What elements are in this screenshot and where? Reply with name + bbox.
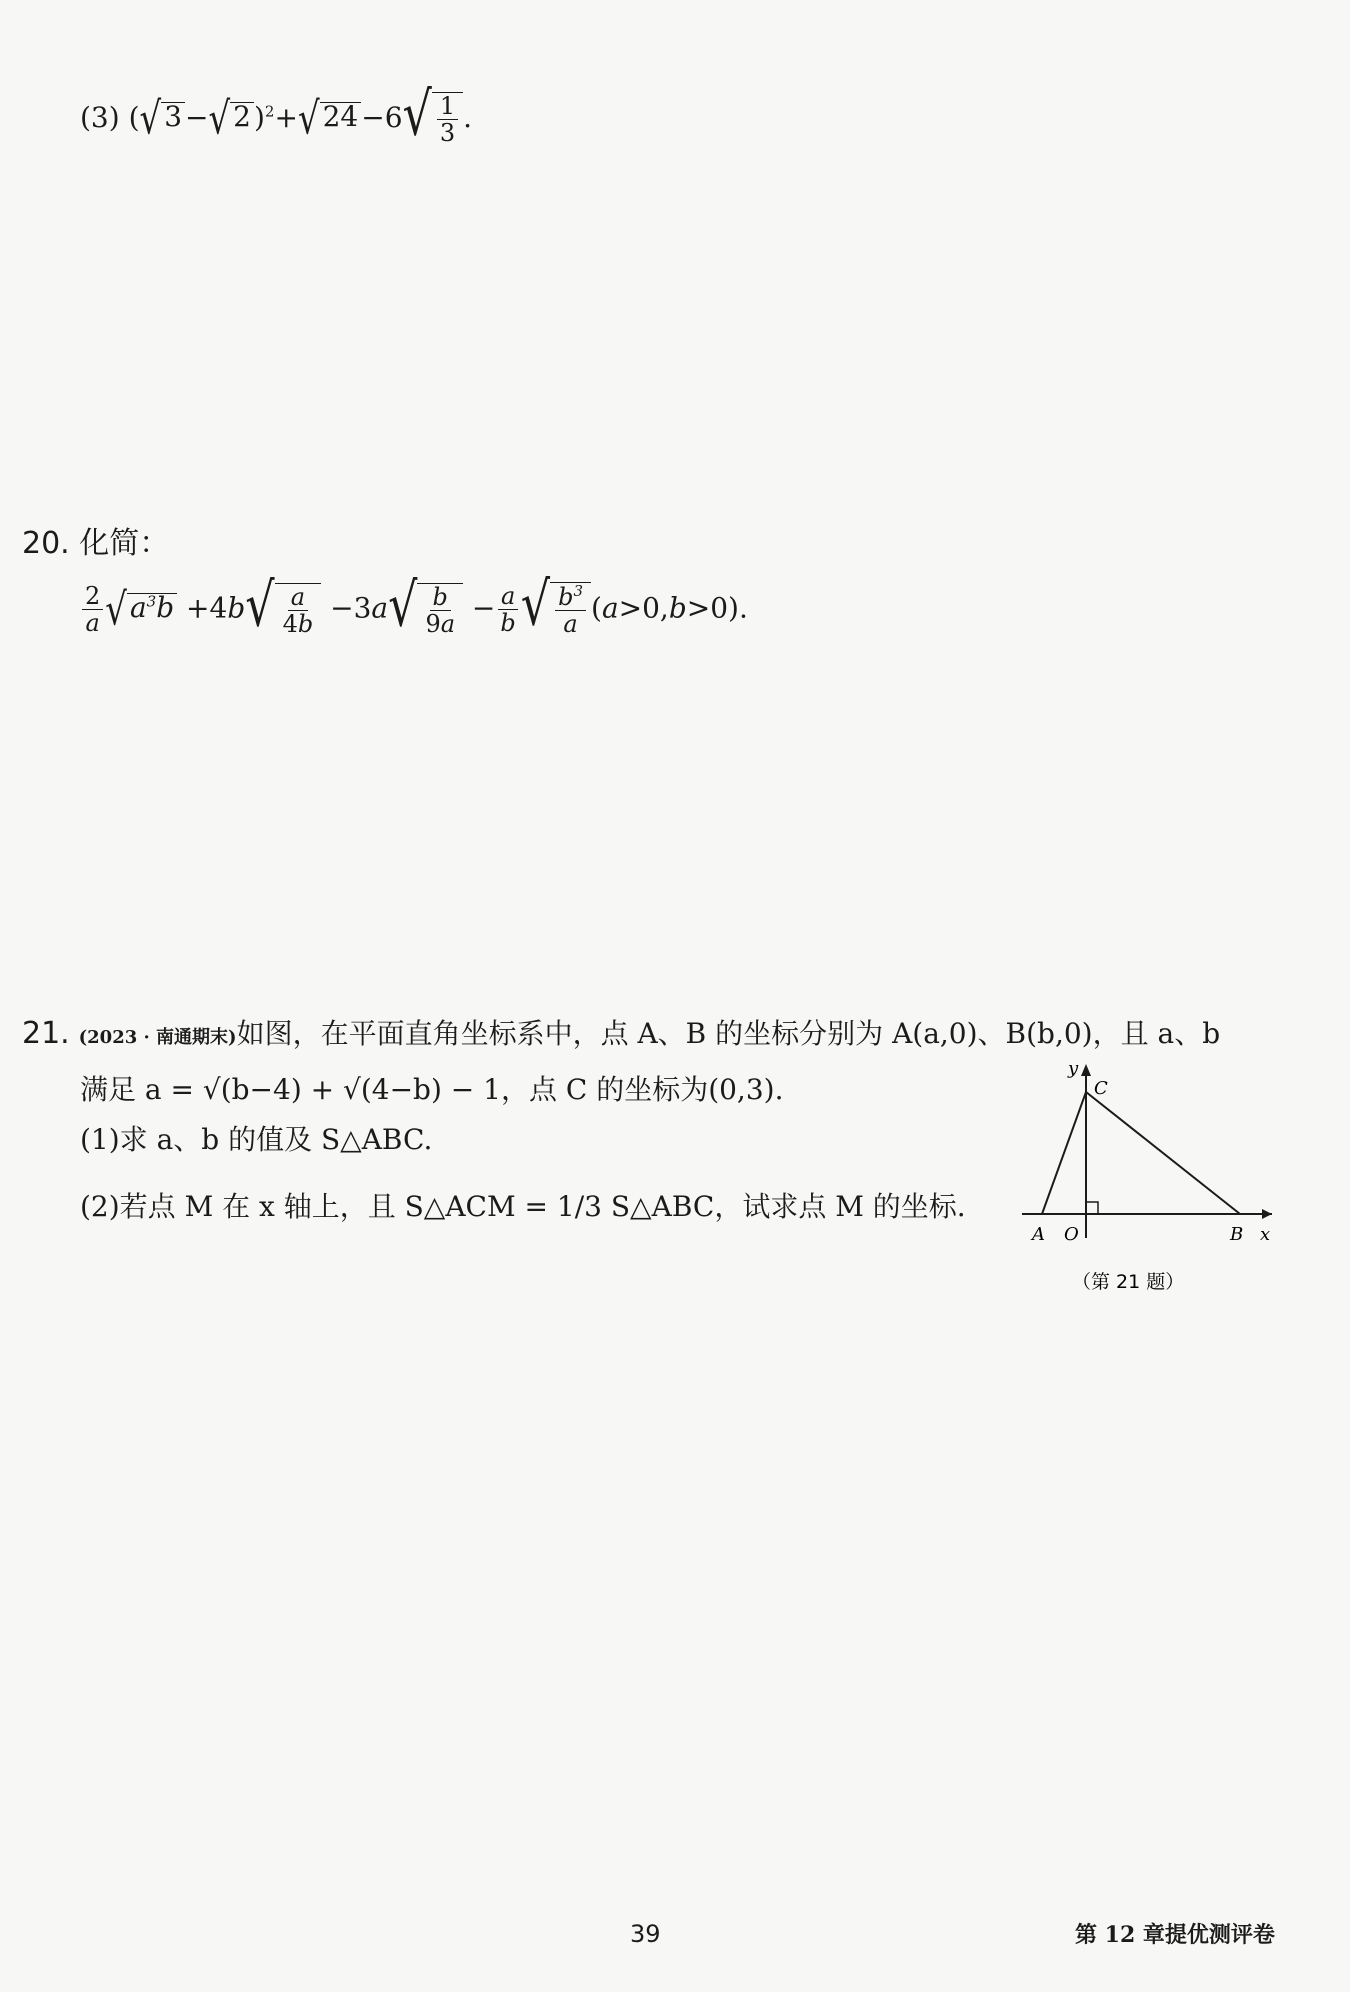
label-a: A: [1032, 1224, 1045, 1245]
q20-number: 20.: [22, 526, 70, 561]
q21-stem-line2: 满足 a = √(b−4) + √(4−b) − 1，点 C 的坐标为(0,3).: [80, 1073, 784, 1106]
label-y: y: [1068, 1058, 1079, 1079]
q21-source: (2023 · 南通期末): [78, 1027, 237, 1048]
q21-stem-line1: 如图，在平面直角坐标系中，点 A、B 的坐标分别为 A(a,0)、B(b,0)，且 a、b: [236, 1017, 1221, 1050]
q20-header: [22, 518, 169, 562]
page-number: 39: [630, 1920, 661, 1948]
y-axis-arrow: [1081, 1064, 1091, 1076]
q21-line1: [22, 1012, 1220, 1052]
q19-part3: [80, 78, 473, 149]
figure-caption: （第 21 题）: [1072, 1271, 1185, 1293]
label-x: x: [1260, 1224, 1271, 1245]
q21-number: 21.: [22, 1016, 70, 1051]
label-b: B: [1230, 1224, 1244, 1245]
q19-part3-label: (3): [80, 100, 120, 134]
q21-part2: (2)若点 M 在 x 轴上，且 S△ACM = 1/3 S△ABC，试求点 M 的坐标.: [80, 1190, 966, 1223]
q19-part3-math: ( √ 3 − √ 2 )$^2$+ √ 24 −6 √ $\frac{1}{3}$ .: [128, 78, 473, 149]
label-c: C: [1094, 1078, 1108, 1099]
x-axis-arrow: [1262, 1209, 1272, 1219]
label-o: O: [1064, 1224, 1079, 1245]
q20-title: 化简：: [79, 526, 170, 561]
right-angle-mark: [1086, 1202, 1098, 1214]
q21-figure: [1010, 1050, 1300, 1300]
q21-part1: (1)求 a、b 的值及 S△ABC.: [80, 1123, 433, 1156]
triangle-abc: [1042, 1092, 1240, 1214]
q20-expression: $\frac{2}{a}$ √ $a^3b$ +4b √ $\frac{a}{4b}$ −3a √ $\frac{b}{9a}$ − $\frac{a}{b}$ √ $\frac{b^3}{a}$ (a>0,b>0).: [80, 582, 748, 638]
chapter-title: 第 12 章提优测评卷: [1075, 1922, 1275, 1948]
